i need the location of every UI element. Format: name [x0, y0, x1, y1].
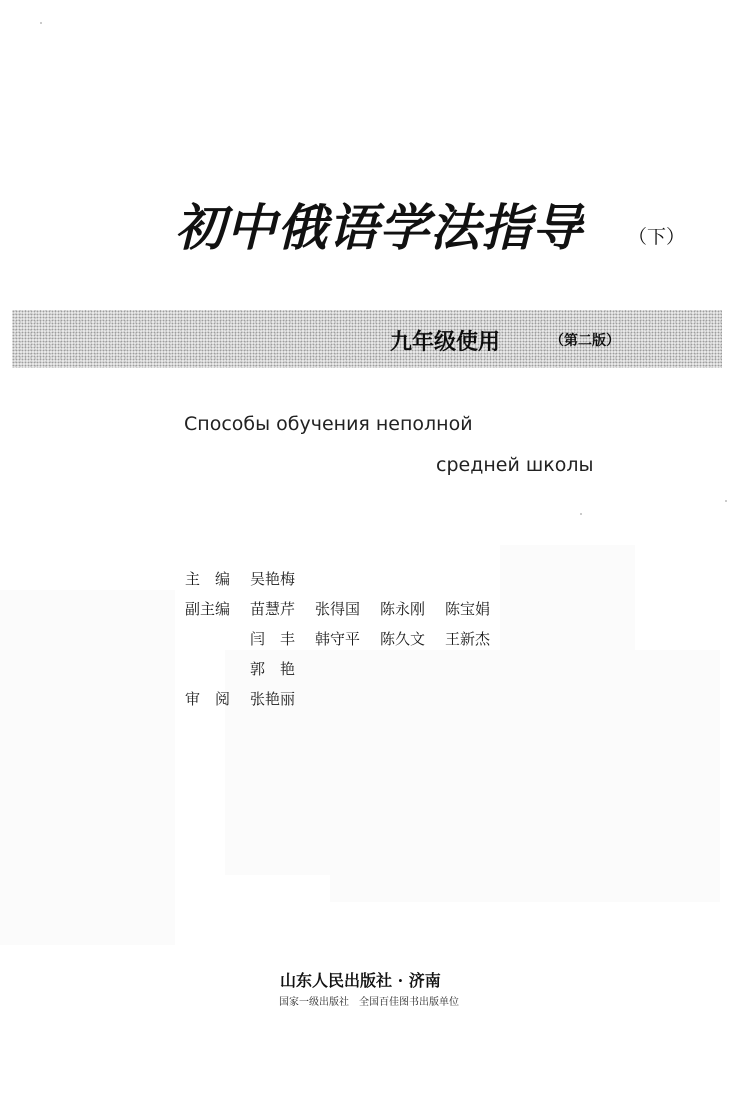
credits-block [185, 564, 510, 714]
scan-speck [580, 513, 582, 515]
russian-subtitle-line2: средней школы [436, 454, 594, 476]
credit-name: 苗慧芹 [250, 600, 296, 618]
credit-name: 闫 丰 [250, 630, 296, 648]
russian-subtitle-line1: Способы обучения неполной [184, 413, 473, 435]
credit-name: 陈久文 [380, 630, 426, 648]
credit-role [185, 624, 250, 654]
credit-name: 陈宝娟 [445, 600, 491, 618]
scan-speck [725, 500, 727, 502]
credit-role: 审 阅 [185, 690, 231, 708]
scan-speck [40, 22, 42, 24]
credit-name: 张艳丽 [250, 690, 296, 708]
credit-name: 陈永刚 [380, 600, 426, 618]
credit-row [185, 594, 510, 624]
credit-name: 吴艳梅 [250, 570, 296, 588]
credit-row [185, 684, 510, 714]
credit-name: 韩守平 [315, 630, 361, 648]
book-title: 初中俄语学法指导 [175, 198, 583, 257]
credit-role: 主 编 [185, 570, 231, 588]
credit-row [185, 654, 510, 684]
edition-label: （第二版） [550, 333, 620, 349]
volume-label: （下） [628, 226, 686, 248]
credit-name: 张得国 [315, 600, 361, 618]
scan-smudge [500, 545, 635, 655]
publisher-note: 国家一级出版社 全国百佳图书出版单位 [279, 997, 459, 1008]
scan-smudge [330, 870, 720, 902]
credit-name: 王新杰 [445, 630, 491, 648]
credit-role: 副主编 [185, 600, 231, 618]
credit-row [185, 564, 510, 594]
scan-smudge [0, 590, 175, 945]
publisher-name: 山东人民出版社 · 济南 [280, 971, 441, 990]
credit-role [185, 654, 250, 684]
grade-label: 九年级使用 [390, 330, 501, 355]
credit-name: 郭 艳 [250, 660, 296, 678]
credit-row [185, 624, 510, 654]
